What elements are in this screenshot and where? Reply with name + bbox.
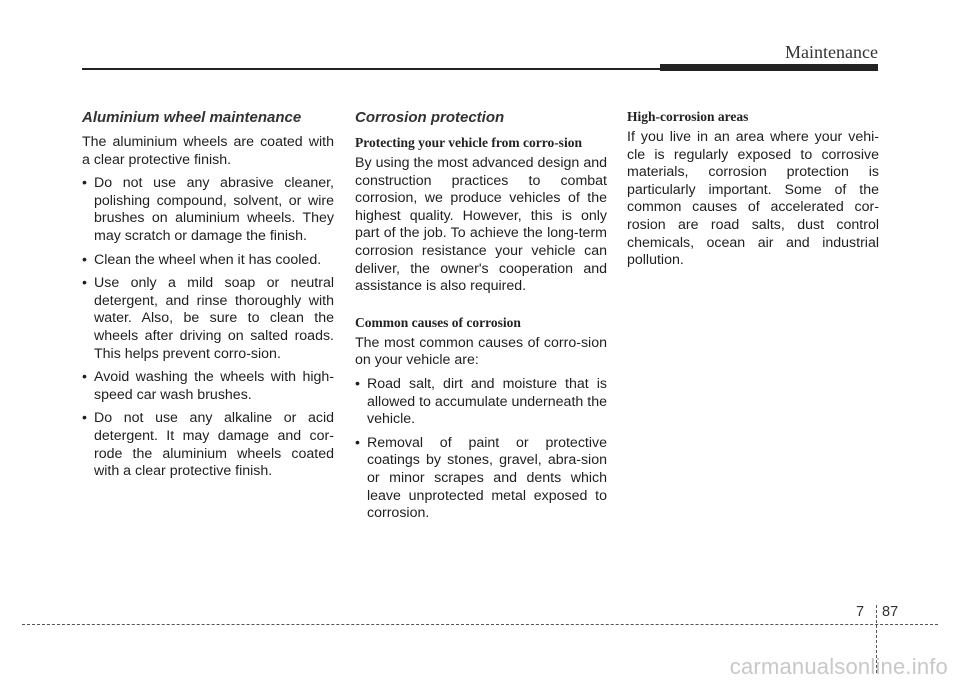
list-item xyxy=(355,435,607,523)
list-item-text: Removal of paint or protective coatings by stones, gravel, abra-sion or minor scrapes and dents which leave unprotected metal exposed to corrosion. xyxy=(367,434,607,522)
bullet-icon: • xyxy=(355,434,360,451)
corrosion-causes-list xyxy=(355,376,607,523)
subheading-high-corrosion-areas: High-corrosion areas xyxy=(627,109,749,124)
list-item-text: Do not use any abrasive cleaner, polishing compound, solvent, or wire brushes on aluminium wheels. They may scratch or damage the finish. xyxy=(94,175,334,244)
heading-aluminium-wheel-maintenance: Aluminium wheel maintenance xyxy=(82,109,302,126)
wheel-care-list xyxy=(82,175,334,481)
list-item xyxy=(355,376,607,429)
list-item xyxy=(82,410,334,480)
bullet-icon: • xyxy=(82,251,87,268)
column-corrosion-protection xyxy=(355,108,607,529)
column-aluminium-wheel xyxy=(82,108,334,487)
list-item-text: Use only a mild soap or neutral detergent, and rinse thoroughly with water. Also, be sure to clean the wheels after driving on salted roads. This helps prevent corro-sion. xyxy=(94,275,334,362)
heading-corrosion-protection: Corrosion protection xyxy=(355,109,505,126)
list-item-text: Avoid washing the wheels with high-speed car wash brushes. xyxy=(94,369,334,403)
chapter-number: 7 xyxy=(856,604,865,620)
footer-rule xyxy=(22,624,938,625)
list-item xyxy=(82,175,334,245)
list-item xyxy=(82,275,334,363)
page-number: 87 xyxy=(882,604,899,620)
protection-paragraph: By using the most advanced design and construction practices to combat corrosion, we produce vehicles of the highest quality. However, this is only part of the job. To achieve the long-term corrosion resistance your vehicle can deliver, the owner's cooperation and assistance is also required. xyxy=(355,155,607,295)
list-item-text: Road salt, dirt and moisture that is allowed to accumulate underneath the vehicle. xyxy=(367,375,607,428)
watermark: carmanualsonline.info xyxy=(729,654,948,679)
column-high-corrosion-areas xyxy=(627,108,879,276)
intro-paragraph: The aluminium wheels are coated with a clear protective finish. xyxy=(82,134,334,168)
subheading-common-causes: Common causes of corrosion xyxy=(355,314,521,330)
section-title: Maintenance xyxy=(785,42,878,62)
bullet-icon: • xyxy=(82,410,87,427)
high-corrosion-paragraph: If you live in an area where your vehi-cle is regularly exposed to corrosive materials, corrosion protection is particularly important. Some of the common causes of accelerated cor-rosion are road salts, dust control chemicals, ocean air and industrial pollution. xyxy=(627,129,879,269)
causes-intro-paragraph: The most common causes of corro-sion on your vehicle are: xyxy=(355,334,607,369)
bullet-icon: • xyxy=(82,175,87,192)
bullet-icon: • xyxy=(355,375,360,392)
list-item xyxy=(82,369,334,404)
list-item-text: Do not use any alkaline or acid detergent. It may damage and cor-rode the aluminium wheels coated with a clear protective finish. xyxy=(94,410,334,480)
list-item-text: Clean the wheel when it has cooled. xyxy=(94,251,322,268)
bullet-icon: • xyxy=(82,275,87,292)
header-rule xyxy=(82,68,660,70)
list-item xyxy=(82,252,334,270)
header-rule-accent xyxy=(660,64,878,71)
bullet-icon: • xyxy=(82,369,87,386)
subheading-protecting-vehicle: Protecting your vehicle from corro-sion xyxy=(355,135,582,150)
